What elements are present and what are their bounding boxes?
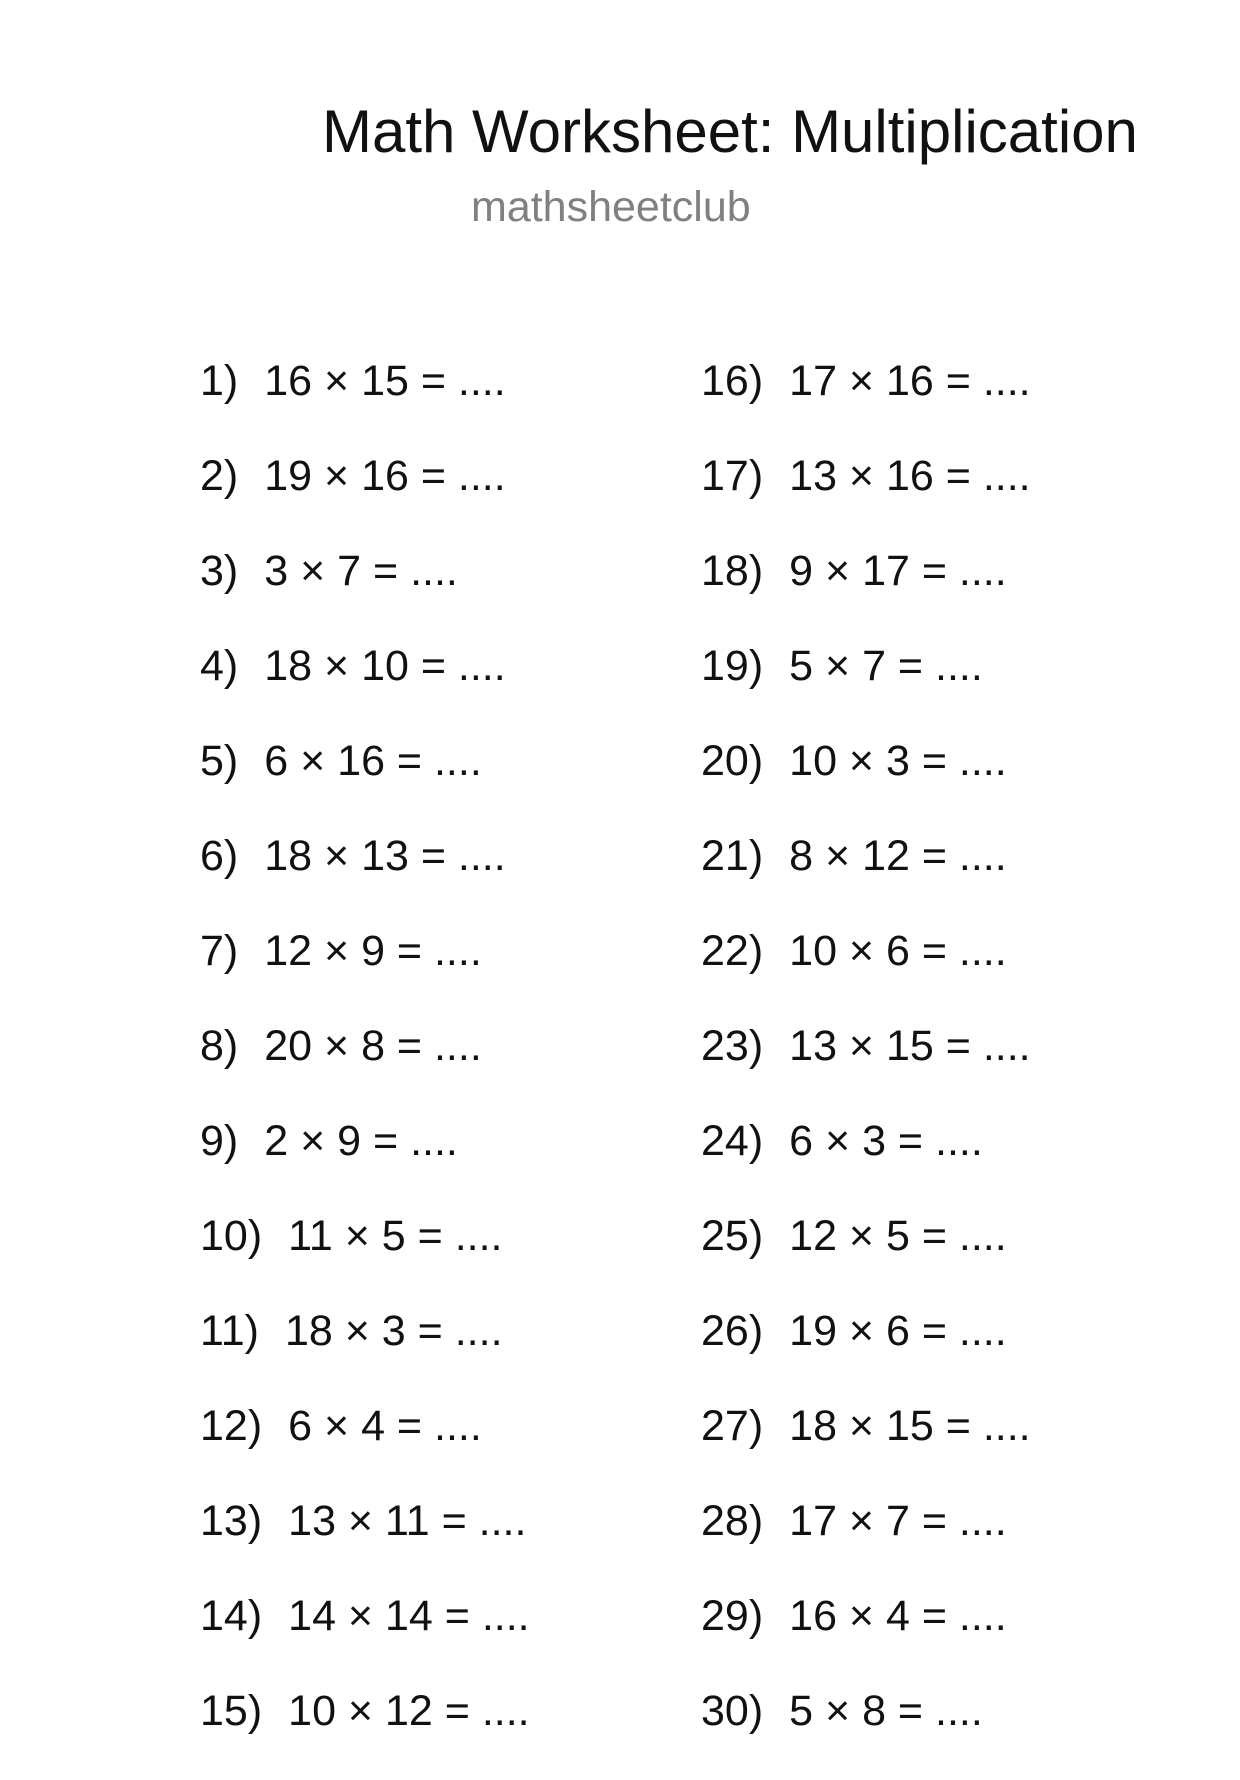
problem-item: [701, 1495, 1201, 1590]
problem-item: [701, 1115, 1201, 1210]
problem-expression: 6 × 4 = ....: [288, 1402, 482, 1450]
page-subtitle: mathsheetclub: [471, 183, 751, 231]
problem-expression: 20 × 8 = ....: [264, 1022, 482, 1070]
problem-number: 17): [701, 452, 764, 500]
problem-expression: 10 × 3 = ....: [789, 737, 1007, 785]
page-title: Math Worksheet: Multiplication: [322, 98, 1138, 165]
problem-expression: 19 × 16 = ....: [264, 452, 506, 500]
problem-item: [200, 1400, 700, 1495]
problem-number: 3): [200, 547, 239, 595]
problem-number: 6): [200, 832, 239, 880]
problem-item: [701, 1305, 1201, 1400]
problem-expression: 13 × 11 = ....: [288, 1497, 527, 1545]
problem-expression: 2 × 9 = ....: [264, 1117, 458, 1165]
problem-number: 8): [200, 1022, 239, 1070]
problem-item: [200, 1590, 700, 1685]
problem-item: [701, 450, 1201, 545]
problem-number: 5): [200, 737, 239, 785]
problem-item: [701, 735, 1201, 830]
problem-column-left: [200, 355, 700, 1780]
problem-number: 13): [200, 1497, 263, 1545]
problem-number: 11): [200, 1307, 259, 1355]
problem-number: 30): [701, 1687, 764, 1735]
problem-item: [200, 1495, 700, 1590]
problem-expression: 19 × 6 = ....: [789, 1307, 1007, 1355]
problem-item: [200, 735, 700, 830]
problem-number: 24): [701, 1117, 764, 1165]
problem-number: 18): [701, 547, 764, 595]
problem-expression: 10 × 6 = ....: [789, 927, 1007, 975]
problem-expression: 18 × 13 = ....: [264, 832, 506, 880]
problem-item: [200, 545, 700, 640]
problem-number: 1): [200, 357, 239, 405]
problem-item: [200, 1115, 700, 1210]
problem-expression: 17 × 16 = ....: [789, 357, 1031, 405]
problem-number: 7): [200, 927, 239, 975]
problem-item: [701, 1590, 1201, 1685]
problem-number: 2): [200, 452, 239, 500]
problem-item: [701, 545, 1201, 640]
problem-expression: 11 × 5 = ....: [288, 1212, 503, 1260]
problem-item: [200, 1685, 700, 1780]
problem-expression: 12 × 5 = ....: [789, 1212, 1007, 1260]
problem-item: [200, 450, 700, 545]
problem-item: [200, 830, 700, 925]
problem-number: 28): [701, 1497, 764, 1545]
problem-expression: 13 × 16 = ....: [789, 452, 1031, 500]
problem-number: 4): [200, 642, 239, 690]
problem-expression: 16 × 15 = ....: [264, 357, 506, 405]
problem-item: [200, 925, 700, 1020]
problem-number: 20): [701, 737, 764, 785]
problem-expression: 13 × 15 = ....: [789, 1022, 1031, 1070]
problem-item: [701, 1210, 1201, 1305]
problem-item: [701, 1400, 1201, 1495]
problem-item: [200, 1305, 700, 1400]
problem-expression: 18 × 15 = ....: [789, 1402, 1031, 1450]
problem-item: [200, 640, 700, 735]
problem-expression: 18 × 3 = ....: [284, 1307, 503, 1355]
problem-number: 21): [701, 832, 764, 880]
problem-expression: 9 × 17 = ....: [789, 547, 1007, 595]
problem-expression: 3 × 7 = ....: [264, 547, 458, 595]
problem-expression: 6 × 3 = ....: [789, 1117, 983, 1165]
problem-item: [701, 925, 1201, 1020]
problem-number: 10): [200, 1212, 263, 1260]
problem-expression: 12 × 9 = ....: [264, 927, 482, 975]
problem-number: 29): [701, 1592, 764, 1640]
problem-number: 16): [701, 357, 764, 405]
problem-column-right: [701, 355, 1201, 1780]
problem-number: 26): [701, 1307, 764, 1355]
problem-expression: 5 × 7 = ....: [789, 642, 983, 690]
problem-number: 25): [701, 1212, 764, 1260]
problem-number: 27): [701, 1402, 764, 1450]
problem-expression: 18 × 10 = ....: [264, 642, 506, 690]
problem-number: 12): [200, 1402, 263, 1450]
problem-number: 23): [701, 1022, 764, 1070]
problem-number: 9): [200, 1117, 239, 1165]
problem-number: 15): [200, 1687, 263, 1735]
problem-expression: 17 × 7 = ....: [789, 1497, 1007, 1545]
problem-expression: 6 × 16 = ....: [264, 737, 482, 785]
problem-item: [701, 1685, 1201, 1780]
problem-item: [200, 355, 700, 450]
problem-number: 19): [701, 642, 764, 690]
problem-item: [200, 1210, 700, 1305]
problem-item: [701, 355, 1201, 450]
problem-item: [701, 830, 1201, 925]
problem-expression: 16 × 4 = ....: [789, 1592, 1007, 1640]
problem-item: [701, 640, 1201, 735]
problem-expression: 14 × 14 = ....: [288, 1592, 530, 1640]
problem-expression: 10 × 12 = ....: [288, 1687, 530, 1735]
problem-number: 14): [200, 1592, 263, 1640]
problem-expression: 5 × 8 = ....: [789, 1687, 983, 1735]
problem-number: 22): [701, 927, 764, 975]
problem-item: [200, 1020, 700, 1115]
problem-expression: 8 × 12 = ....: [789, 832, 1007, 880]
problem-item: [701, 1020, 1201, 1115]
